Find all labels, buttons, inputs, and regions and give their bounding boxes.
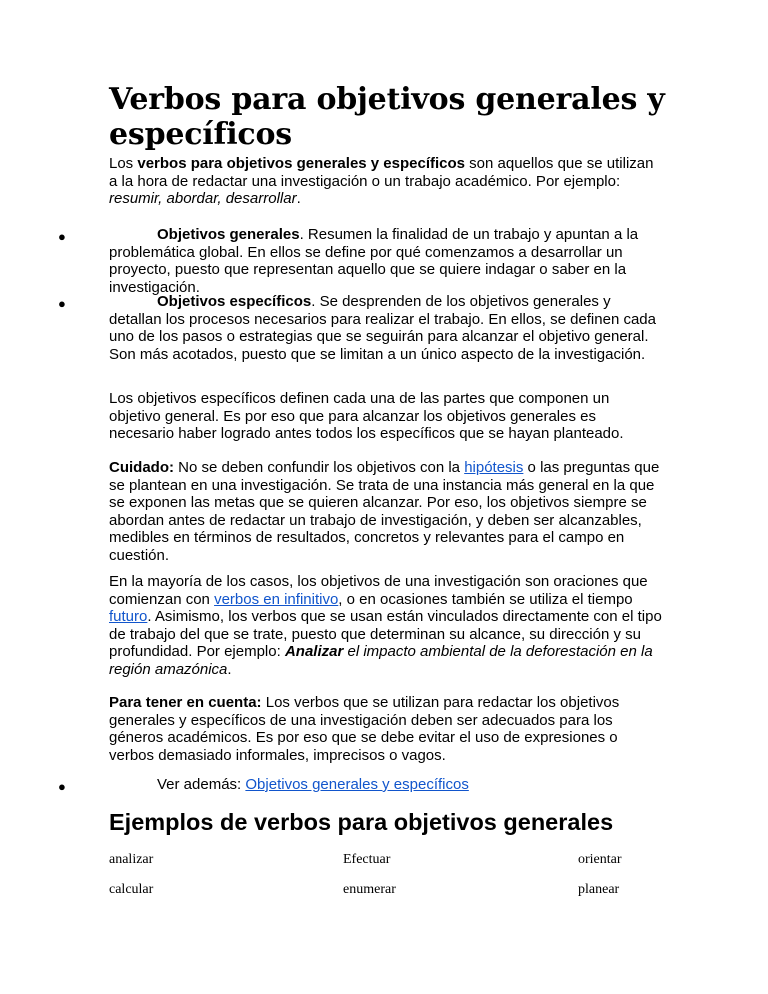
- ver-ademas-item: [109, 776, 664, 794]
- intro-text: .: [296, 190, 301, 207]
- intro-bold: verbos para objetivos generales y específicos: [137, 155, 466, 172]
- cuidado-label: Cuidado:: [109, 459, 174, 476]
- paragraph-text: , o en ocasiones también se utiliza el tiempo: [338, 590, 633, 608]
- list-item-term: Objetivos generales: [157, 226, 300, 243]
- table-cell: calcular: [109, 882, 154, 897]
- paragraph-text: En la mayoría de los casos, los objetivos de una investigación son oraciones que comienzan con: [109, 573, 648, 608]
- intro-text: son aquellos que se utilizan a la hora de redactar una investigación o un trabajo académico. Por ejemplo:: [109, 155, 654, 190]
- bullet-icon: ●: [58, 229, 66, 244]
- example-text: el impacto ambiental de la deforestación en la región amazónica: [109, 643, 653, 678]
- cuidado-text: o las preguntas que se plantean en una investigación. Se trata de una instancia más general en la que se exponen las metas que se quieren alcanzar. Por eso, los objetivos siempre se abordan antes de redactar un trabajo de investigación, y deben ser alcanzables, medibles en términos de resultados, concretos y relevantes para el campo en cuestión.: [109, 459, 660, 564]
- example-verb: Analizar: [284, 643, 344, 660]
- table-cell: analizar: [109, 852, 154, 867]
- cuidado-paragraph: [109, 459, 664, 564]
- futuro-link[interactable]: futuro: [109, 608, 148, 625]
- hipotesis-link[interactable]: hipótesis: [464, 459, 524, 476]
- bullet-icon: ●: [58, 779, 66, 794]
- infinitivo-paragraph: [109, 573, 664, 678]
- tener-en-cuenta-paragraph: [109, 694, 664, 764]
- intro-paragraph: [109, 155, 664, 208]
- bullet-icon: ●: [58, 296, 66, 311]
- list-item-objetivos-especificos: [109, 293, 664, 363]
- objetivos-generales-especificos-link[interactable]: Objetivos generales y específicos: [245, 776, 469, 793]
- table-cell: planear: [578, 882, 620, 897]
- section-heading: Ejemplos de verbos para objetivos generales: [109, 809, 614, 835]
- intro-examples: resumir, abordar, desarrollar: [109, 190, 297, 207]
- ver-ademas-label: Ver además:: [157, 776, 246, 793]
- verbos-en-infinitivo-link[interactable]: verbos en infinitivo: [214, 590, 339, 608]
- tener-en-cuenta-text: Los verbos que se utilizan para redactar los objetivos generales y específicos de una investigación deben ser adecuados para los géneros académicos. Es por eso que se debe evitar el uso de expresiones o verbos demasiado informales, imprecisos o vagos.: [109, 694, 620, 764]
- intro-text: Los: [109, 155, 138, 172]
- paragraph-text: .: [227, 660, 232, 678]
- paragraph-text: . Asimismo, los verbos que se usan están vinculados directamente con el tipo de trabajo del que se trate, puesto que determinan su alcance, su dirección y su profundidad. Por ejemplo:: [109, 608, 662, 660]
- cuidado-text: No se deben confundir los objetivos con la: [174, 459, 465, 476]
- list-item-text: . Resumen la finalidad de un trabajo y apuntan a la problemática global. En ellos se define por qué comenzamos a desarrollar un proyecto, puesto que representan aquello que se quiere indagar o saber en la investigación.: [109, 226, 639, 296]
- table-cell: enumerar: [343, 882, 396, 897]
- paragraph-especificos: Los objetivos específicos definen cada una de las partes que componen un objetivo general. Es por eso que para alcanzar los objetivos generales es necesario haber logrado antes todos los específicos que se hayan planteado.: [109, 390, 624, 442]
- list-item-objetivos-generales: [109, 226, 664, 296]
- page-title: Verbos para objetivos generales y específicos: [109, 82, 665, 152]
- list-item-term: Objetivos específicos: [157, 293, 312, 310]
- table-cell: Efectuar: [343, 852, 391, 867]
- table-cell: orientar: [578, 852, 622, 867]
- list-item-text: . Se desprenden de los objetivos generales y detallan los procesos necesarios para realizar el trabajo. En ellos, se definen cada uno de los pasos o estrategias que se seguirán para alcanzar el objetivo general. Son más acotados, puesto que se limitan a un único aspecto de la investigación.: [109, 293, 656, 363]
- tener-en-cuenta-label: Para tener en cuenta:: [109, 694, 262, 711]
